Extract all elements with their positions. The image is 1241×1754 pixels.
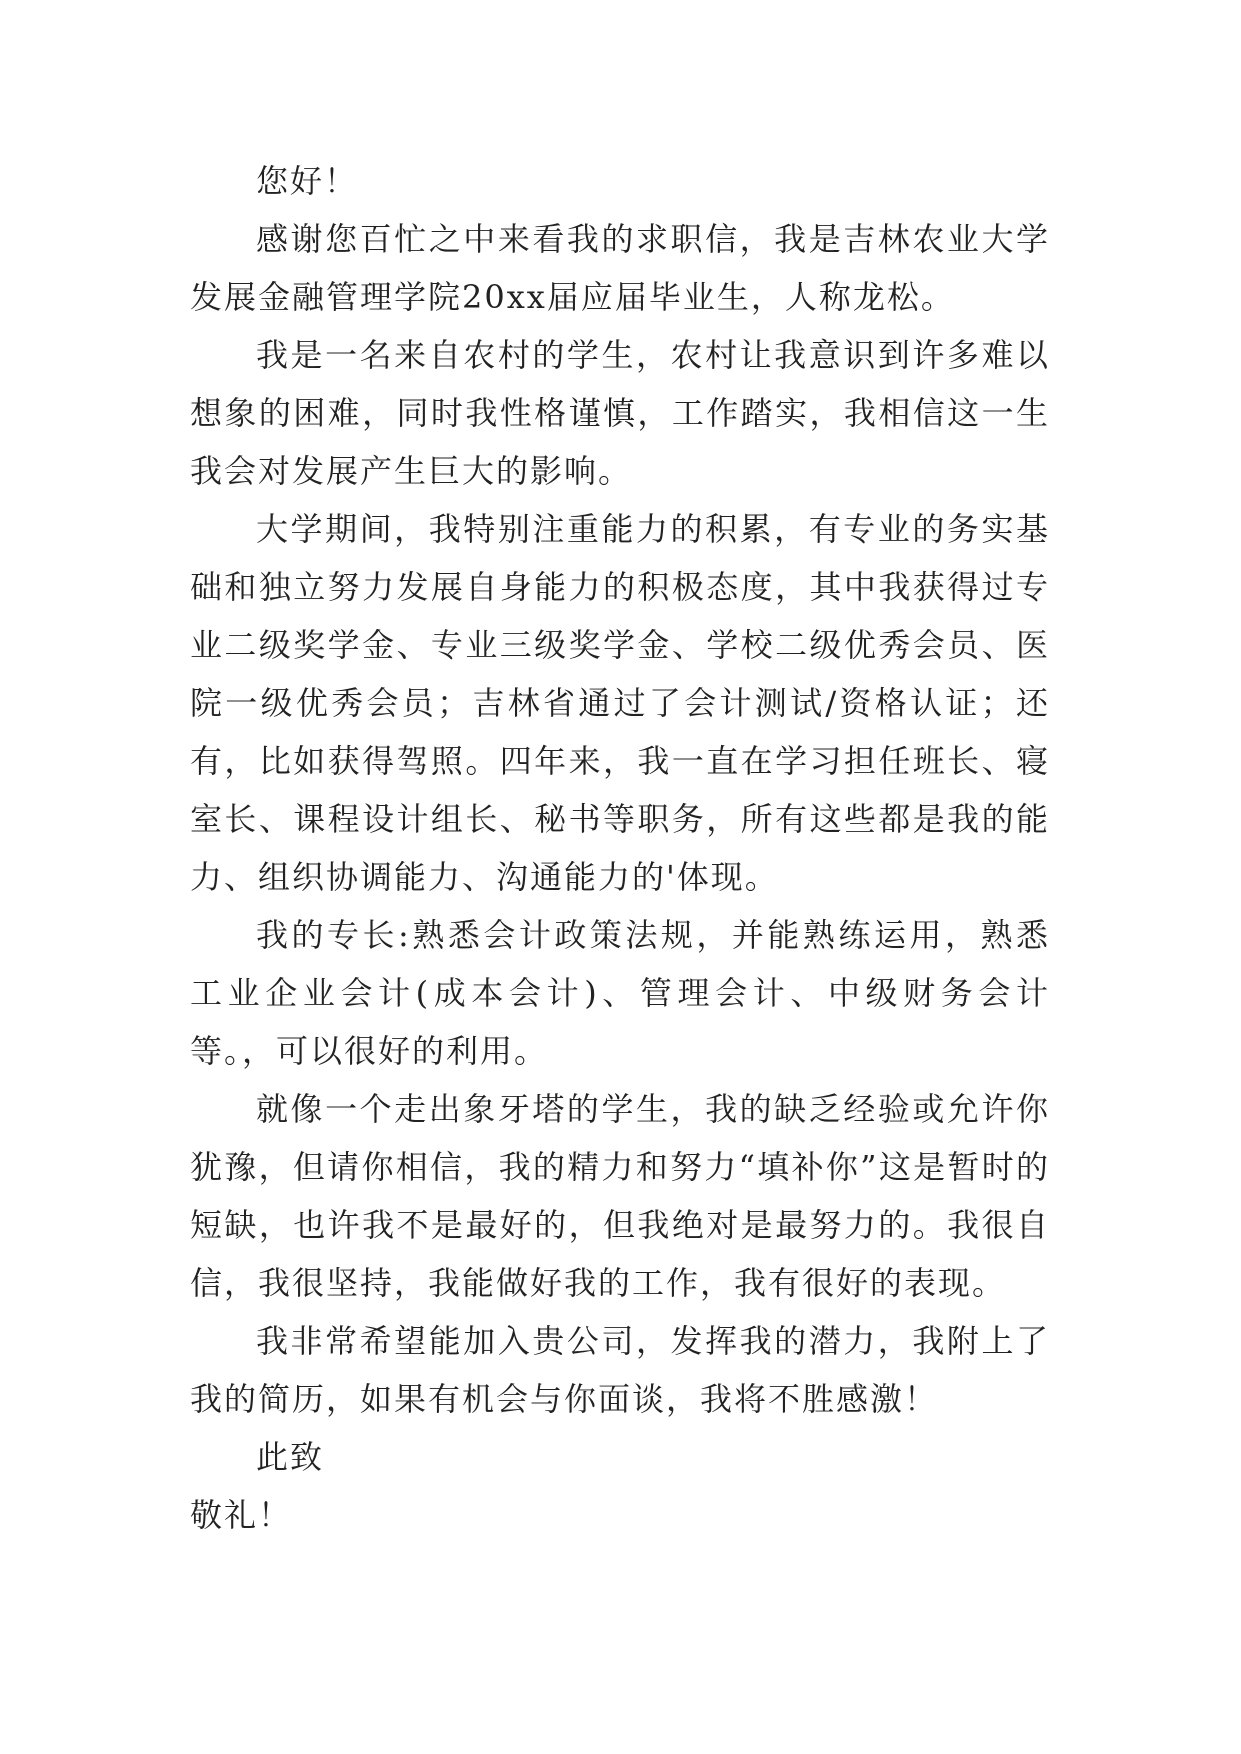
letter-salute: 敬礼！ [190, 1496, 293, 1534]
cover-letter-body [190, 152, 1050, 1544]
letter-paragraph-request: 我非常希望能加入贵公司，发挥我的潜力，我附上了我的简历，如果有机会与你面谈，我将不胜感激！ [190, 1322, 1050, 1418]
letter-paragraph-background: 我是一名来自农村的学生，农村让我意识到许多难以想象的困难，同时我性格谨慎，工作踏实，我相信这一生我会对发展产生巨大的影响。 [190, 336, 1050, 490]
letter-greeting: 您好！ [256, 162, 359, 200]
letter-paragraph-university: 大学期间，我特别注重能力的积累，有专业的务实基础和独立努力发展自身能力的积极态度，其中我获得过专业二级奖学金、专业三级奖学金、学校二级优秀会员、医院一级优秀会员；吉林省通过了会计测试/资格认证；还有，比如获得驾照。四年来，我一直在学习担任班长、寝室长、课程设计组长、秘书等职务，所有这些都是我的能力、组织协调能力、沟通能力的'体现。 [190, 510, 1050, 896]
letter-paragraph-expertise: 我的专长:熟悉会计政策法规，并能熟练运用，熟悉工业企业会计(成本会计)、管理会计、中级财务会计等。，可以很好的利用。 [190, 916, 1050, 1070]
letter-paragraph-intro: 感谢您百忙之中来看我的求职信，我是吉林农业大学发展金融管理学院20xx届应届毕业生，人称龙松。 [190, 220, 1050, 316]
letter-closing: 此致 [256, 1438, 325, 1476]
letter-paragraph-commitment: 就像一个走出象牙塔的学生，我的缺乏经验或允许你犹豫，但请你相信，我的精力和努力“填补你”这是暂时的短缺，也许我不是最好的，但我绝对是最努力的。我很自信，我很坚持，我能做好我的工作，我有很好的表现。 [190, 1090, 1050, 1302]
